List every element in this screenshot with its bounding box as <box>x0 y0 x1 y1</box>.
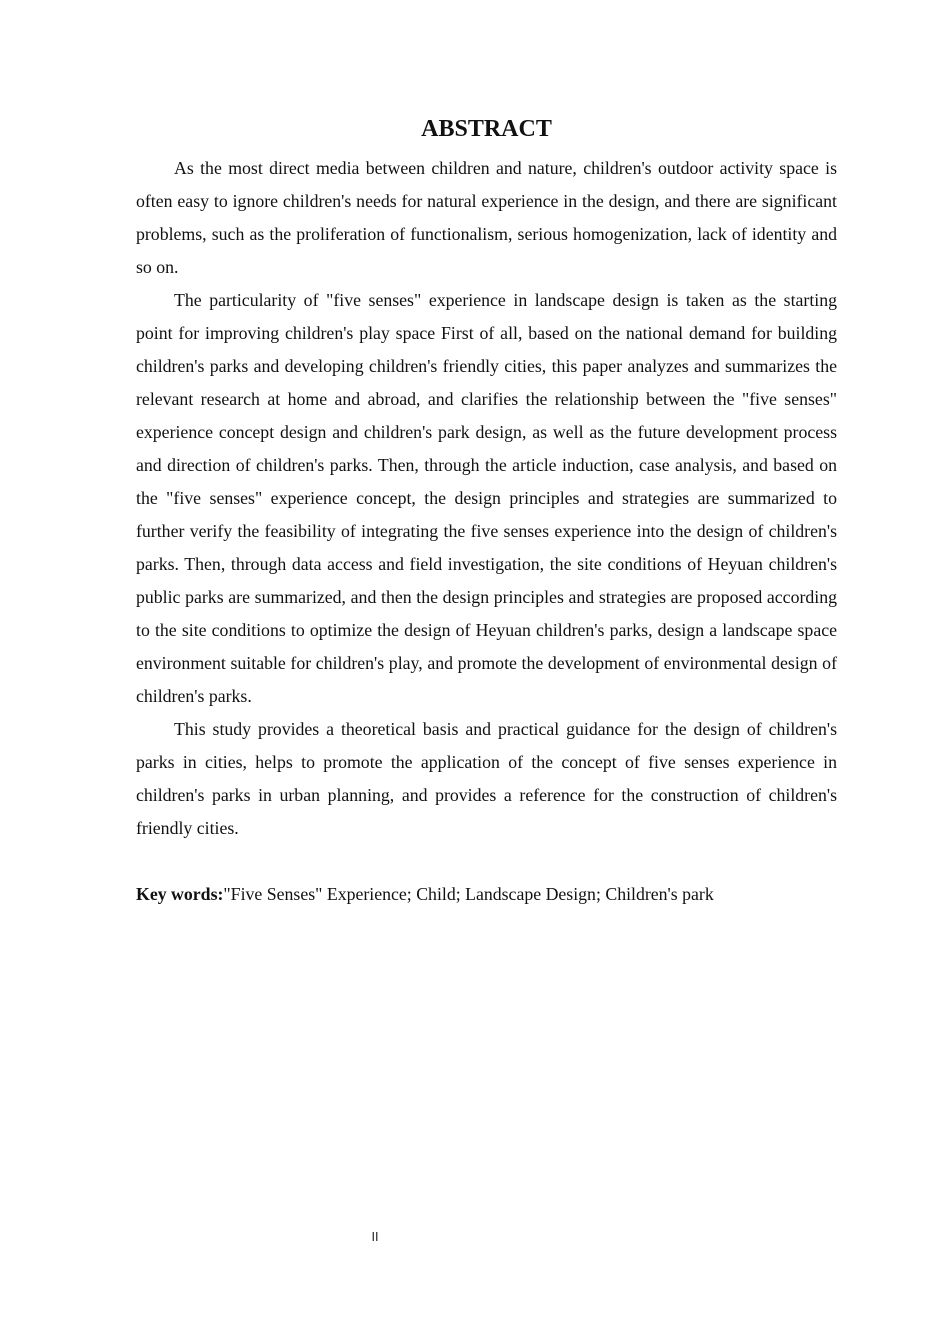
abstract-paragraph-2: The particularity of "five senses" experience in landscape design is taken as the starting point for improving children's play space First of all, based on the national demand for building children's parks and developing children's friendly cities, this paper analyzes and summarizes the relevant research at home and abroad, and clarifies the relationship between the "five senses" experience concept design and children's park design, as well as the future development process and direction of children's parks. Then, through the article induction, case analysis, and based on the "five senses" experience concept, the design principles and strategies are summarized to further verify the feasibility of integrating the five senses experience into the design of children's parks. Then, through data access and field investigation, the site conditions of Heyuan children's public parks are summarized, and then the design principles and strategies are proposed according to the site conditions to optimize the design of Heyuan children's parks, design a landscape space environment suitable for children's play, and promote the development of environmental design of children's parks. <box>136 290 837 706</box>
abstract-paragraph-1: As the most direct media between children and nature, children's outdoor activity space is often easy to ignore children's needs for natural experience in the design, and there are significant problems, such as the proliferation of functionalism, serious homogenization, lack of identity and so on. <box>136 158 837 277</box>
keywords-line <box>136 878 837 911</box>
abstract-section <box>136 112 837 911</box>
keywords-label: Key words: <box>136 884 224 904</box>
page-number: II <box>371 1230 379 1244</box>
keywords-text: "Five Senses" Experience; Child; Landscape Design; Children's park <box>223 884 714 904</box>
abstract-title: ABSTRACT <box>421 116 552 142</box>
abstract-paragraph-3: This study provides a theoretical basis and practical guidance for the design of children's parks in cities, helps to promote the application of the concept of five senses experience in children's parks in urban planning, and provides a reference for the construction of children's friendly cities. <box>136 719 837 838</box>
